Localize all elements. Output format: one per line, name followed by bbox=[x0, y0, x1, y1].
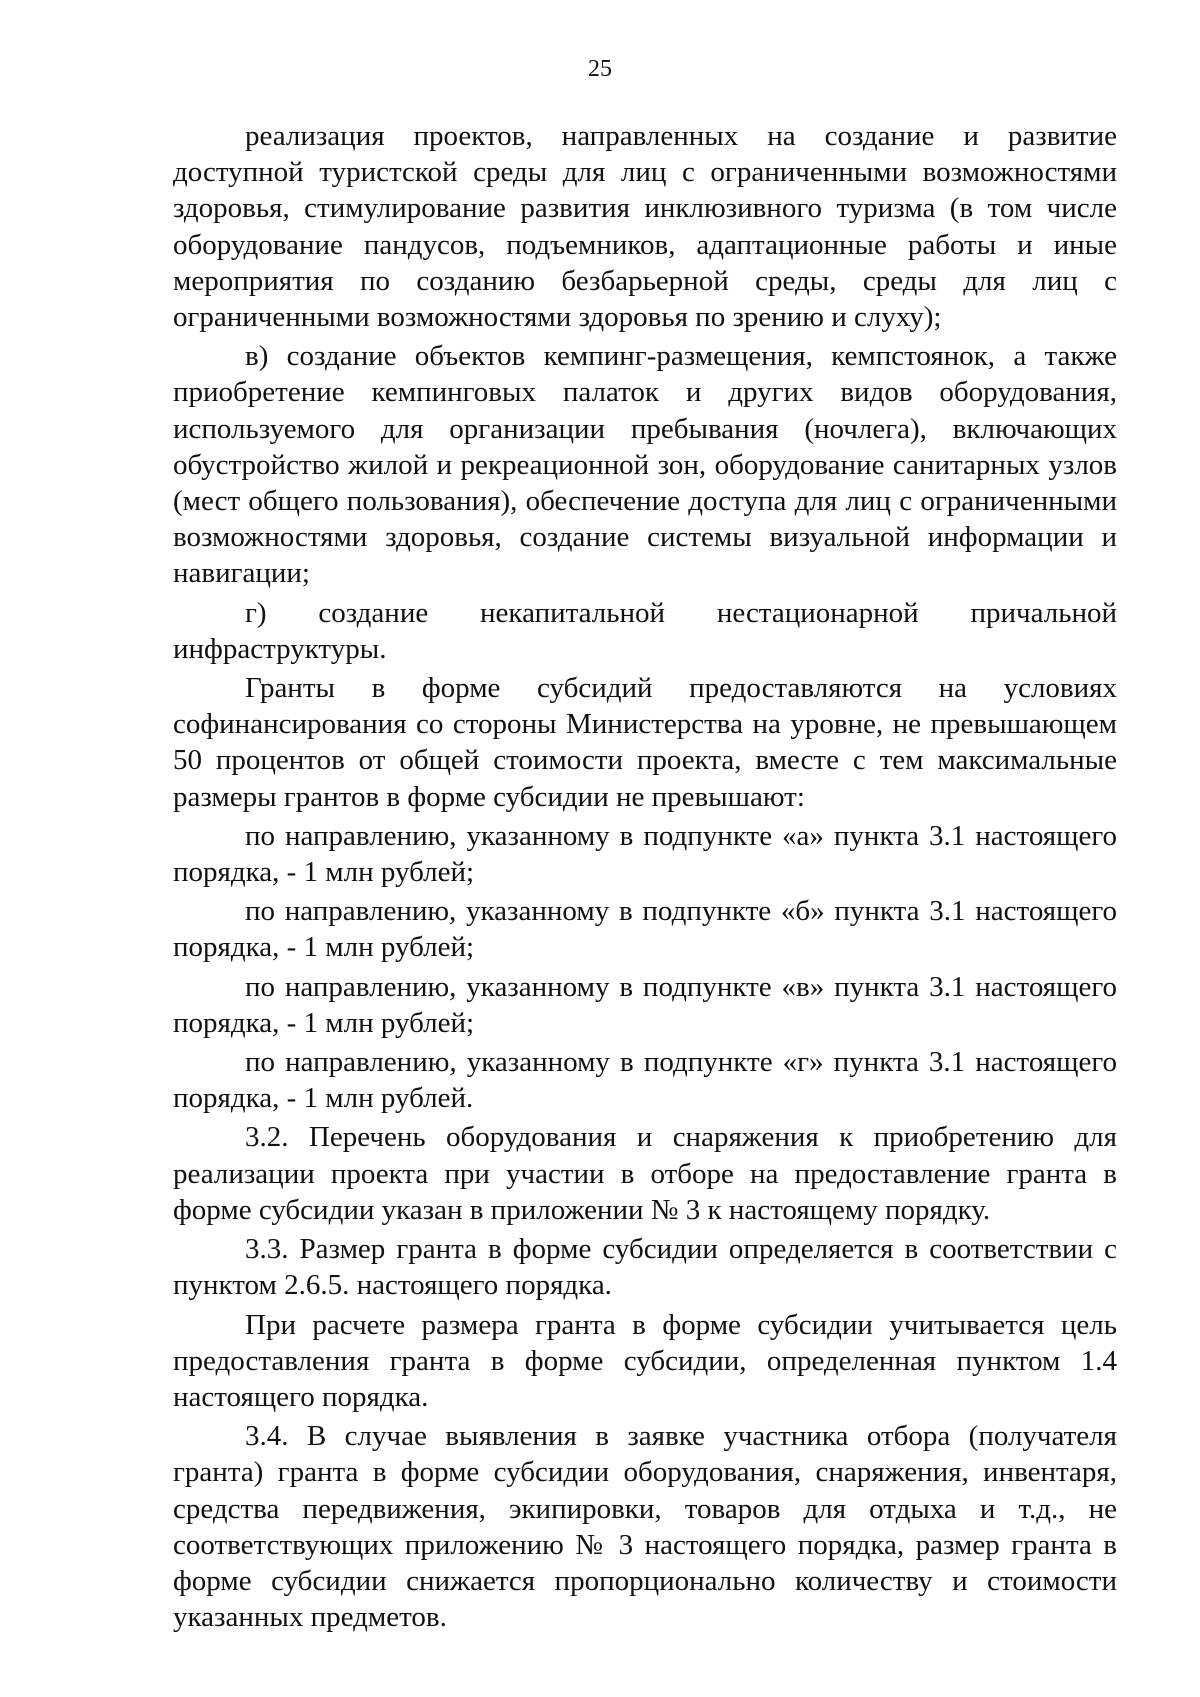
paragraph-limit-v: по направлению, указанному в подпункте «в» пункта 3.1 настоящего порядка, - 1 млн рублей; bbox=[173, 970, 1117, 1039]
paragraph-grant-cofinancing: Гранты в форме субсидий предоставляются на условиях софинансирования со стороны Министерства на уровне, не превышающем 50 процентов от общей стоимости проекта, вместе с тем максимальные размеры грантов в форме субсидии не превышают: bbox=[173, 672, 1117, 813]
paragraph-limit-b: по направлению, указанному в подпункте «б» пункта 3.1 настоящего порядка, - 1 млн рублей; bbox=[173, 895, 1117, 964]
paragraph-subitem-v: в) создание объектов кемпинг-размещения, кемпстоянок, а также приобретение кемпинговых палаток и других видов оборудования, используемого для организации пребывания (ночлега), включающих обустройство жилой и рекреационной зон, оборудование санитарных узлов (мест общего пользования), обеспечение доступа для лиц с ограниченными возможностями здоровья, создание системы визуальной информации и навигации; bbox=[173, 340, 1117, 590]
paragraph-grant-calculation: При расчете размера гранта в форме субсидии учитывается цель предоставления гранта в форме субсидии, определенная пунктом 1.4 настоящего порядка. bbox=[173, 1308, 1117, 1413]
paragraph-section-3-3: 3.3. Размер гранта в форме субсидии определяется в соответствии с пунктом 2.6.5. настоящего порядка. bbox=[173, 1233, 1117, 1302]
page-number: 25 bbox=[588, 56, 612, 82]
paragraph-inclusive-tourism: реализация проектов, направленных на создание и развитие доступной туристской среды для лиц с ограниченными возможностями здоровья, стимулирование развития инклюзивного туризма (в том числе оборудование пандусов, подъемников, адаптационные работы и иные мероприятия по созданию безбарьерной среды, среды для лиц с ограниченными возможностями здоровья по зрению и слуху); bbox=[173, 120, 1117, 334]
paragraph-limit-a: по направлению, указанному в подпункте «а» пункта 3.1 настоящего порядка, - 1 млн рублей; bbox=[173, 819, 1117, 889]
paragraph-limit-g: по направлению, указанному в подпункте «г» пункта 3.1 настоящего порядка, - 1 млн рублей. bbox=[173, 1046, 1117, 1115]
paragraph-section-3-2: 3.2. Перечень оборудования и снаряжения к приобретению для реализации проекта при участии в отборе на предоставление гранта в форме субсидии указан в приложении № 3 к настоящему порядку. bbox=[173, 1121, 1117, 1226]
document-body bbox=[173, 118, 1117, 1638]
paragraph-section-3-4: 3.4. В случае выявления в заявке участника отбора (получателя гранта) гранта в форме субсидии оборудования, снаряжения, инвентаря, средства передвижения, экипировки, товаров для отдыха и т.д., не соответствующих приложению № 3 настоящего порядка, размер гранта в форме субсидии снижается пропорционально количеству и стоимости указанных предметов. bbox=[173, 1420, 1117, 1634]
paragraph-subitem-g: г) создание некапитальной нестационарной причальной инфраструктуры. bbox=[173, 596, 1117, 665]
